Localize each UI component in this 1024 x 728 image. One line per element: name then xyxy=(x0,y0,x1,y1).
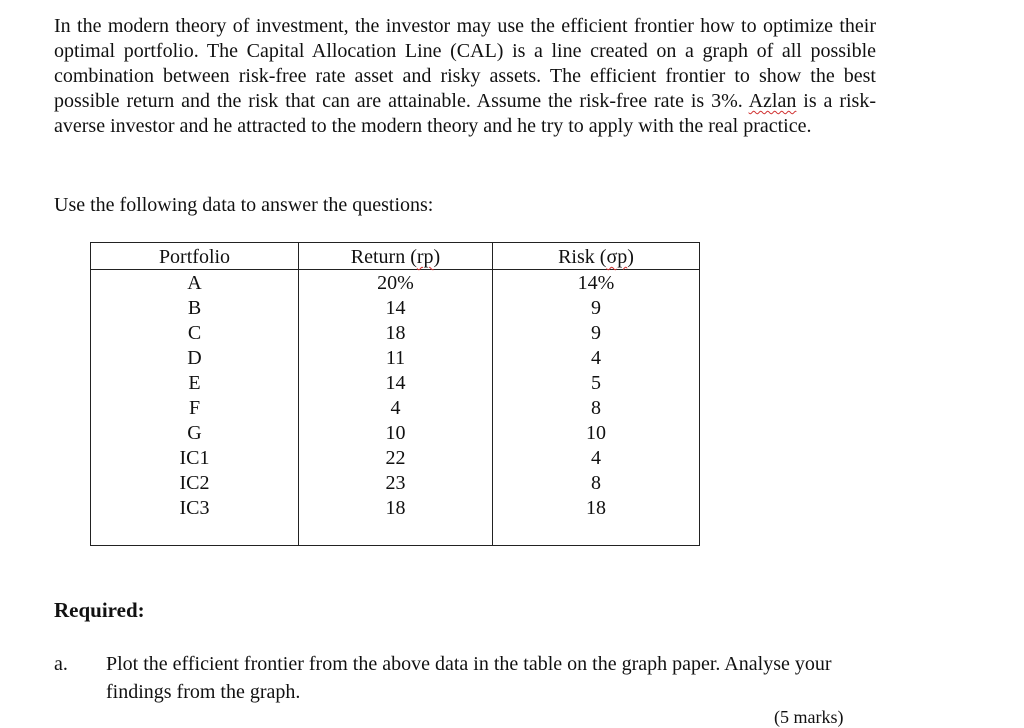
table-cell-return: 14 xyxy=(385,297,406,319)
table-cell-return: 18 xyxy=(385,497,406,519)
risk-header xyxy=(493,245,699,270)
table-cell-portfolio: IC3 xyxy=(179,497,210,519)
table-cell-risk: 9 xyxy=(591,297,601,319)
table-cell-portfolio: D xyxy=(187,347,202,369)
risk-header-label: Risk ( xyxy=(558,246,607,268)
table-cell-risk: 9 xyxy=(591,322,601,344)
table-cell-return: 23 xyxy=(385,472,406,494)
table-cell-return: 18 xyxy=(385,322,406,344)
table-cell-portfolio: IC2 xyxy=(179,472,210,494)
table-cell-portfolio: A xyxy=(187,272,202,294)
table-cell-portfolio: IC1 xyxy=(179,447,210,469)
risk-column xyxy=(492,243,699,545)
table-cell-return: 14 xyxy=(385,372,406,394)
investor-name: Azlan xyxy=(748,90,797,112)
table-cell-return: 22 xyxy=(385,447,406,469)
table-cell-risk: 8 xyxy=(591,472,601,494)
table-cell-risk: 18 xyxy=(586,497,606,519)
marks-label: (5 marks) xyxy=(774,707,844,727)
table-cell-return: 4 xyxy=(390,397,401,419)
return-symbol: rp xyxy=(416,246,434,268)
table-cell-portfolio: G xyxy=(187,422,202,444)
table-cell-risk: 8 xyxy=(591,397,601,419)
intro-text-start: In the modern theory of investment, the investor may use the efficient frontier how to optimize their optimal portfolio. The Capital Allocation Line (CAL) is a line created on a graph of all possible combination between risk-free rate asset and risky assets. The efficient frontier to show the best possible return and the risk that can are attainable. Assume the risk-free rate is 3%. xyxy=(54,15,876,112)
return-header-label: Return ( xyxy=(350,246,417,268)
instruction-line: Use the following data to answer the questions: xyxy=(54,194,434,216)
question-text: Plot the efficient frontier from the above data in the table on the graph paper. Analyse your findings from the graph. xyxy=(106,653,832,703)
return-column xyxy=(298,243,492,545)
table-cell-portfolio: F xyxy=(188,397,201,419)
question-letter: a. xyxy=(54,653,68,675)
portfolio-data-table xyxy=(90,242,700,546)
table-cell-risk: 4 xyxy=(591,347,601,369)
risk-symbol: σp xyxy=(606,246,628,268)
table-cell-portfolio: B xyxy=(187,297,202,319)
intro-text-end: is a risk-averse investor and he attracted to the modern theory and he try to apply with the real practice. xyxy=(54,90,876,137)
required-heading: Required: xyxy=(54,598,145,622)
return-header-close: ) xyxy=(433,246,441,268)
table-cell-risk: 5 xyxy=(591,372,601,394)
table-cell-return: 11 xyxy=(385,347,406,369)
table-cell-return: 10 xyxy=(385,422,406,444)
table-cell-portfolio: C xyxy=(187,322,202,344)
table-cell-portfolio: E xyxy=(188,372,201,394)
intro-paragraph xyxy=(54,14,876,139)
table-cell-risk: 14% xyxy=(577,272,615,294)
table-cell-risk: 4 xyxy=(591,447,601,469)
return-header xyxy=(299,245,492,270)
portfolio-header: Portfolio xyxy=(158,246,231,268)
table-cell-risk: 10 xyxy=(586,422,606,444)
portfolio-column xyxy=(91,243,298,545)
table-cell-return: 20% xyxy=(377,272,414,294)
risk-header-close: ) xyxy=(627,246,634,268)
